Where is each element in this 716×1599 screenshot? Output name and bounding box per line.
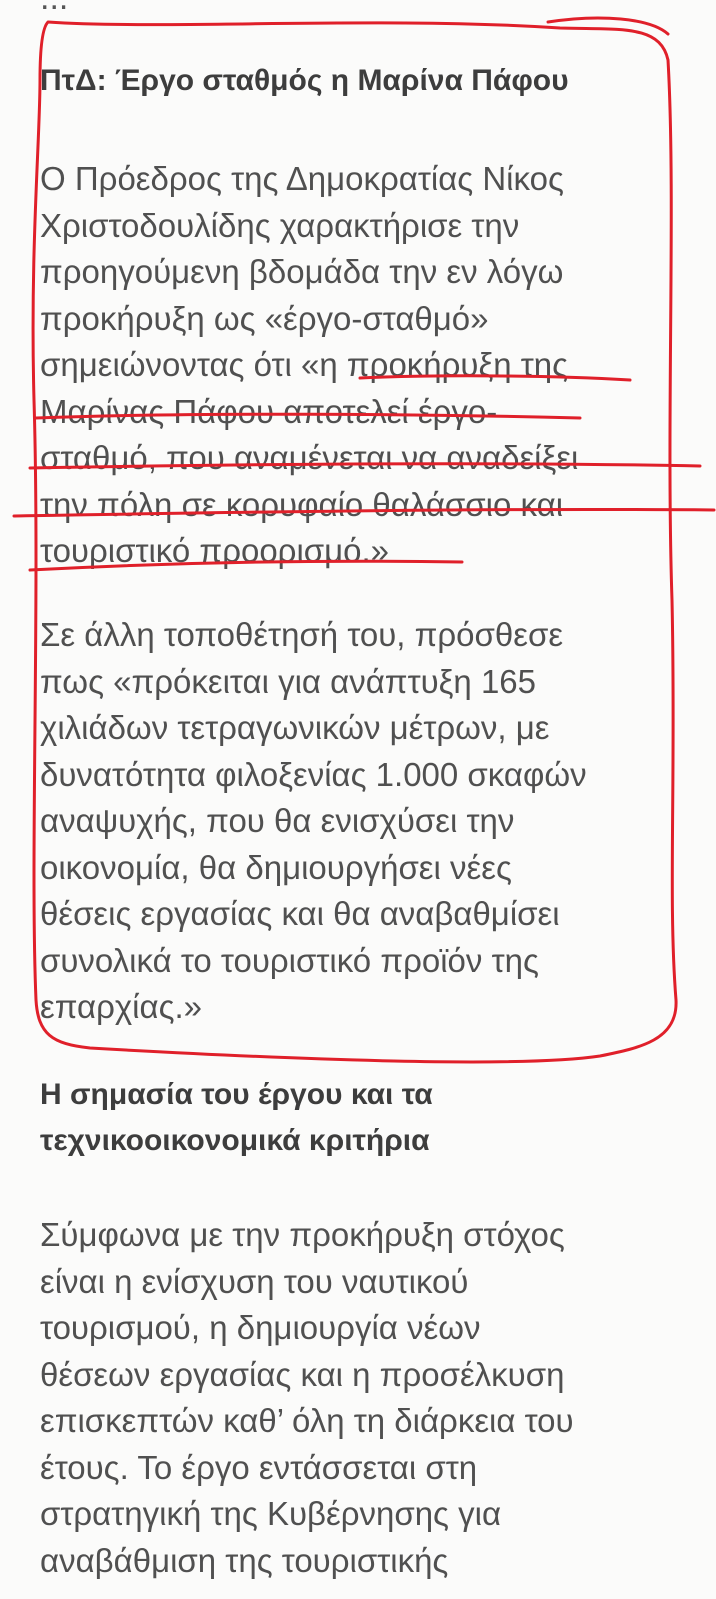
- text-line: έτους. Το έργο εντάσσεται στη: [40, 1448, 478, 1486]
- text-line: Μαρίνας Πάφου αποτελεί έργο-: [40, 392, 498, 430]
- text-line: είναι η ενίσχυση του ναυτικού: [40, 1262, 469, 1300]
- text-line: τουριστικό προορισμό.»: [40, 532, 390, 569]
- text-line: σταθμό, που αναμένεται να αναδείξει: [40, 439, 579, 476]
- section-heading-significance: [40, 1072, 680, 1164]
- text-line: αναψυχής, που θα ενισχύσει την: [40, 802, 515, 839]
- paragraph-announcement-goals: [40, 1212, 680, 1584]
- text-line: θέσεων εργασίας και η προσέλκυση: [40, 1355, 565, 1393]
- text-line: πως «πρόκειται για ανάπτυξη 165: [40, 662, 537, 700]
- text-line: τουρισμού, η δημιουργία νέων: [40, 1309, 481, 1346]
- text-line: Σύμφωνα με την προκήρυξη στόχος: [40, 1216, 565, 1253]
- heading-line: τεχνικοοικονομικά κριτήρια: [40, 1124, 430, 1157]
- text-line: χιλιάδων τετραγωνικών μέτρων, με: [40, 709, 550, 746]
- text-line: στρατηγική της Κυβέρνησης για: [40, 1495, 502, 1532]
- text-line: συνολικά το τουριστικό προϊόν της: [40, 941, 539, 979]
- text-line: επαρχίας.»: [40, 988, 203, 1025]
- text-line: Ο Πρόεδρος της Δημοκρατίας Νίκος: [40, 160, 564, 197]
- text-line: προκήρυξη ως «έργο-σταθμό»: [40, 299, 489, 337]
- paragraph-development-quote: [40, 612, 680, 1031]
- text-line: θέσεις εργασίας και θα αναβαθμίσει: [40, 895, 560, 932]
- heading-line: Η σημασία του έργου και τα: [40, 1078, 433, 1111]
- text-line: αναβάθμιση της τουριστικής: [40, 1541, 449, 1579]
- text-line: προηγούμενη βδομάδα την εν λόγω: [40, 253, 564, 290]
- red-top-stroke: [548, 18, 668, 34]
- previous-text-fragment: [40, 0, 68, 18]
- text-line: Σε άλλη τοποθέτησή του, πρόσθεσε: [40, 616, 564, 653]
- text-line: Χριστοδουλίδης χαρακτήρισε την: [40, 206, 520, 244]
- text-line: σημειώνοντας ότι «η προκήρυξη της: [40, 346, 569, 383]
- text-line: την πόλη σε κορυφαίο θαλάσσιο και: [40, 485, 564, 523]
- text-line: δυνατότητα φιλοξενίας 1.000 σκαφών: [40, 755, 587, 793]
- paragraph-president-quote: [40, 156, 680, 575]
- section-heading-marina: ΠτΔ: Έργο σταθμός η Μαρίνα Πάφου: [40, 64, 569, 97]
- text-line: επισκεπτών καθ’ όλη τη διάρκεια του: [40, 1402, 574, 1439]
- text-line: οικονομία, θα δημιουργήσει νέες: [40, 848, 512, 886]
